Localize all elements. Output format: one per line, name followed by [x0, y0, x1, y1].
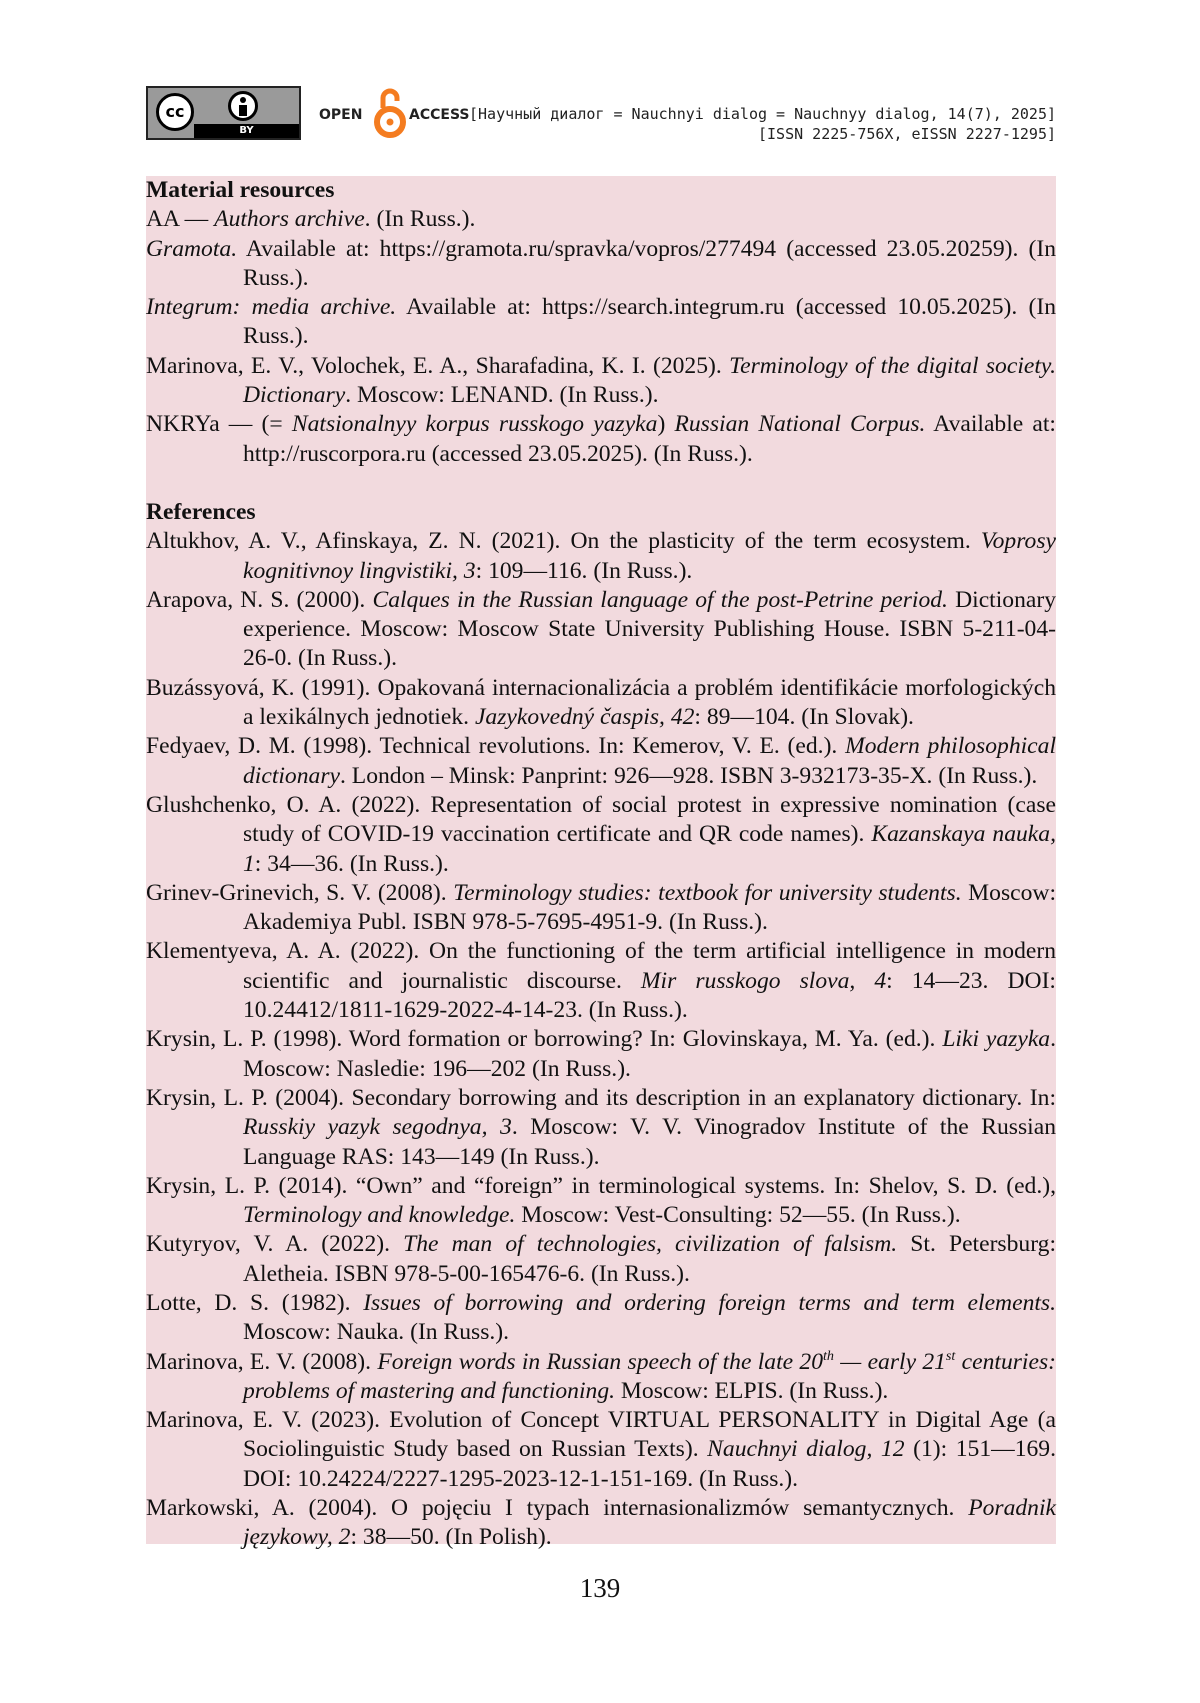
references-list [146, 527, 1056, 1552]
material-resources-heading: Material resources [146, 177, 335, 203]
journal-issn-line: [ISSN 2225-756X, eISSN 2227-1295] [757, 125, 1056, 143]
material-resource-entry: NKRYa — (= Natsionalnyy korpus russkogo yazyka) Russian National Corpus. Available at: http://ruscorpora.ru (accessed 23.05.2025). (In Russ.). [146, 411, 1056, 467]
cc-by-license-badge [146, 86, 301, 140]
material-resource-entry: AA — Authors archive. (In Russ.). [146, 206, 476, 233]
references-heading: References [146, 498, 256, 525]
attribution-person-icon [228, 91, 258, 121]
reference-entry: Marinova, E. V. (2023). Evolution of Concept VIRTUAL PERSONALITY in Digital Age (a Sociolinguistic Study based on Russian Texts). Nauchnyi dialog, 12 (1): 151—169. DOI: 10.24224/2227-1295-2023-12-1-151-169. (In Russ.). [146, 1407, 1057, 1492]
reference-entry: Krysin, L. P. (2004). Secondary borrowing and its description in an explanatory dictionary. In: Russkiy yazyk segodnya, 3. Moscow: V. V. Vinogradov Institute of the Russian Language RAS: 143—149 (In Russ.). [146, 1084, 1056, 1170]
reference-entry: Grinev-Grinevich, S. V. (2008). Terminology studies: textbook for university students. Moscow: Akademiya Publ. ISBN 978-5-7695-4951-9. (In Russ.). [146, 879, 1057, 936]
creative-commons-icon: cc [156, 93, 194, 131]
open-access-word-open: OPEN [319, 107, 363, 123]
journal-title-line: [Научный диалог = Nauchnyi dialog = Nauchnyy dialog, 14(7), 2025] [469, 105, 1056, 123]
reference-entry: Krysin, L. P. (2014). “Own” and “foreign” in terminological systems. In: Shelov, S. D. (ed.), Terminology and knowledge. Moscow: Vest-Consulting: 52—55. (In Russ.). [146, 1172, 1056, 1229]
reference-entry: Krysin, L. P. (1998). Word formation or borrowing? In: Glovinskaya, M. Ya. (ed.). Liki yazyka. Moscow: Nasledie: 196—202 (In Russ.). [146, 1026, 1057, 1082]
material-resource-entry: Integrum: media archive. Available at: https://search.integrum.ru (accessed 10.05.2025). (In Russ.). [146, 294, 1057, 350]
page-number: 139 [579, 1573, 621, 1603]
reference-entry: Altukhov, A. V., Afinskaya, Z. N. (2021). On the plasticity of the term ecosystem. Voprosy kognitivnoy lingvistiki, 3: 109—116. (In Russ.). [146, 528, 1056, 584]
reference-entry: Marinova, E. V. (2008). Foreign words in Russian speech of the late 20th — early 21st centuries: problems of mastering and functioning. Moscow: ELPIS. (In Russ.). [146, 1347, 1056, 1404]
reference-entry: Fedyaev, D. M. (1998). Technical revolutions. In: Kemerov, V. E. (ed.). Modern philosophical dictionary. London – Minsk: Panprint: 926—928. ISBN 3-932173-35-X. (In Russ.). [146, 733, 1056, 789]
highlighted-content-block [146, 176, 1057, 1551]
open-access-word-access: ACCESS [409, 107, 470, 123]
reference-entry: Markowski, A. (2004). O pojęciu I typach internasionalizmów semantycznych. Poradnik językowy, 2: 38—50. (In Polish). [146, 1495, 1056, 1551]
material-resource-entry: Gramota. Available at: https://gramota.ru/spravka/vopros/277494 (accessed 23.05.20259). (In Russ.). [146, 235, 1056, 291]
open-access-logo [319, 86, 469, 140]
license-by-label: BY [194, 124, 299, 138]
reference-entry: Buzássyová, K. (1991). Opakovaná internacionalizácia a problém identifikácie morfologických a lexikálnych jednotiek. Jazykovedný časpis, 42: 89—104. (In Slovak). [146, 674, 1056, 731]
reference-entry: Kutyryov, V. A. (2022). The man of technologies, civilization of falsism. St. Petersburg: Aletheia. ISBN 978-5-00-165476-6. (In Russ.). [146, 1231, 1056, 1287]
reference-entry: Glushchenko, O. A. (2022). Representation of social protest in expressive nomination (case study of COVID-19 vaccination certificate and QR code names). Kazanskaya nauka, 1: 34—36. (In Russ.). [146, 791, 1056, 877]
reference-entry: Klementyeva, A. A. (2022). On the functioning of the term artificial intelligence in modern scientific and journalistic discourse. Mir russkogo slova, 4: 14—23. DOI: 10.24412/1811-1629-2022-4-14-23. (In Russ.). [146, 938, 1056, 1024]
open-lock-icon [371, 86, 409, 140]
journal-citation [469, 104, 1056, 144]
reference-entry: Lotte, D. S. (1982). Issues of borrowing and ordering foreign terms and term elements. Moscow: Nauka. (In Russ.). [146, 1289, 1056, 1346]
reference-entry: Arapova, N. S. (2000). Calques in the Russian language of the post-Petrine period. Dictionary experience. Moscow: Moscow State University Publishing House. ISBN 5-211-04-26-0. (In Russ.). [146, 586, 1057, 672]
material-resource-entry: Marinova, E. V., Volochek, E. A., Sharafadina, K. I. (2025). Terminology of the digital society. Dictionary. Moscow: LENAND. (In Russ.). [146, 352, 1056, 409]
material-resources-list [146, 205, 1056, 469]
page-header [146, 86, 1056, 142]
